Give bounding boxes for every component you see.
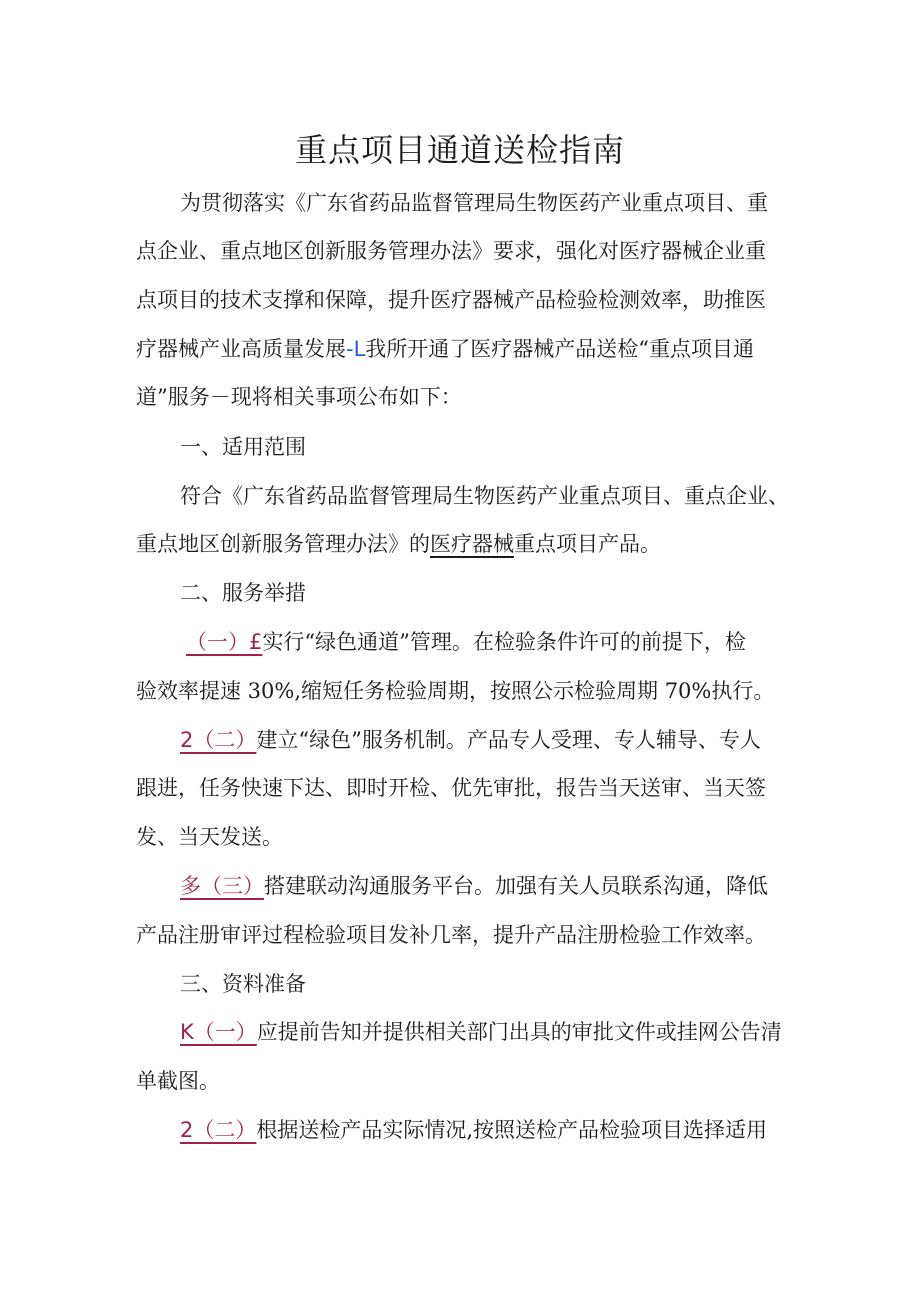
text-line: 发、当天发送。 xyxy=(136,825,283,849)
text-line: 跟进，任务快速下达、即时开检、优先审批，报告当天送审、当天签 xyxy=(136,776,766,800)
text-line: 点项目的技术支撑和保障，提升医疗器械产品检验检测效率，助推医 xyxy=(136,288,766,312)
text-line: 点企业、重点地区创新服务管理办法》要求，强化对医疗器械企业重 xyxy=(136,239,766,263)
underlined-text: 医疗器械 xyxy=(430,532,514,556)
text-run: 我所开通了医疗器械产品送检“重点项目通 xyxy=(365,337,755,361)
text-line: 道”服务－现将相关事项公布如下： xyxy=(136,385,462,409)
text-line: 验效率提速 30%,缩短任务检验周期，按照公示检验周期 70%执行。 xyxy=(136,679,775,703)
text-line xyxy=(136,529,661,559)
section-heading: 一、适用范围 xyxy=(180,435,306,459)
list-item xyxy=(186,627,746,657)
text-run: 实行“绿色通道”管理。在检验条件许可的前提下，检 xyxy=(262,630,746,654)
text-run: 搭建联动沟通服务平台。加强有关人员联系沟通，降低 xyxy=(264,874,768,898)
item-marker: 2（二） xyxy=(180,1118,257,1142)
text-line: 产品注册审评过程检验项目发补几率，提升产品注册检验工作效率。 xyxy=(136,923,766,947)
list-item xyxy=(180,871,768,901)
revision-mark: -L xyxy=(346,337,366,361)
page-title: 重点项目通道送检指南 xyxy=(294,131,625,169)
text-run: 根据送检产品实际情况,按照送检产品检验项目选择适用 xyxy=(256,1118,768,1142)
list-item xyxy=(180,1115,767,1145)
text-line: 为贯彻落实《广东省药品监督管理局生物医药产业重点项目、重 xyxy=(180,191,768,215)
section-heading: 三、资料准备 xyxy=(180,972,306,996)
item-marker: K（一） xyxy=(180,1020,257,1044)
list-item xyxy=(180,725,761,755)
text-run: 重点地区创新服务管理办法》的 xyxy=(136,532,430,556)
text-run: 应提前告知并提供相关部门出具的审批文件或挂网公告清 xyxy=(256,1020,782,1044)
item-marker: （一）£ xyxy=(186,630,263,654)
list-item xyxy=(180,1017,782,1047)
text-line: 符合《广东省药品监督管理局生物医药产业重点项目、重点企业、 xyxy=(180,484,789,508)
section-heading: 二、服务举措 xyxy=(180,581,306,605)
text-run: 建立“绿色”服务机制。产品专人受理、专人辅导、专人 xyxy=(256,728,761,752)
item-marker: 多（三） xyxy=(180,874,264,898)
item-marker: 2（二） xyxy=(180,728,257,752)
text-line xyxy=(136,334,754,364)
text-run: 重点项目产品。 xyxy=(514,532,661,556)
text-line: 单截图。 xyxy=(136,1069,220,1093)
text-run: 疗器械产业高质量发展 xyxy=(136,337,346,361)
